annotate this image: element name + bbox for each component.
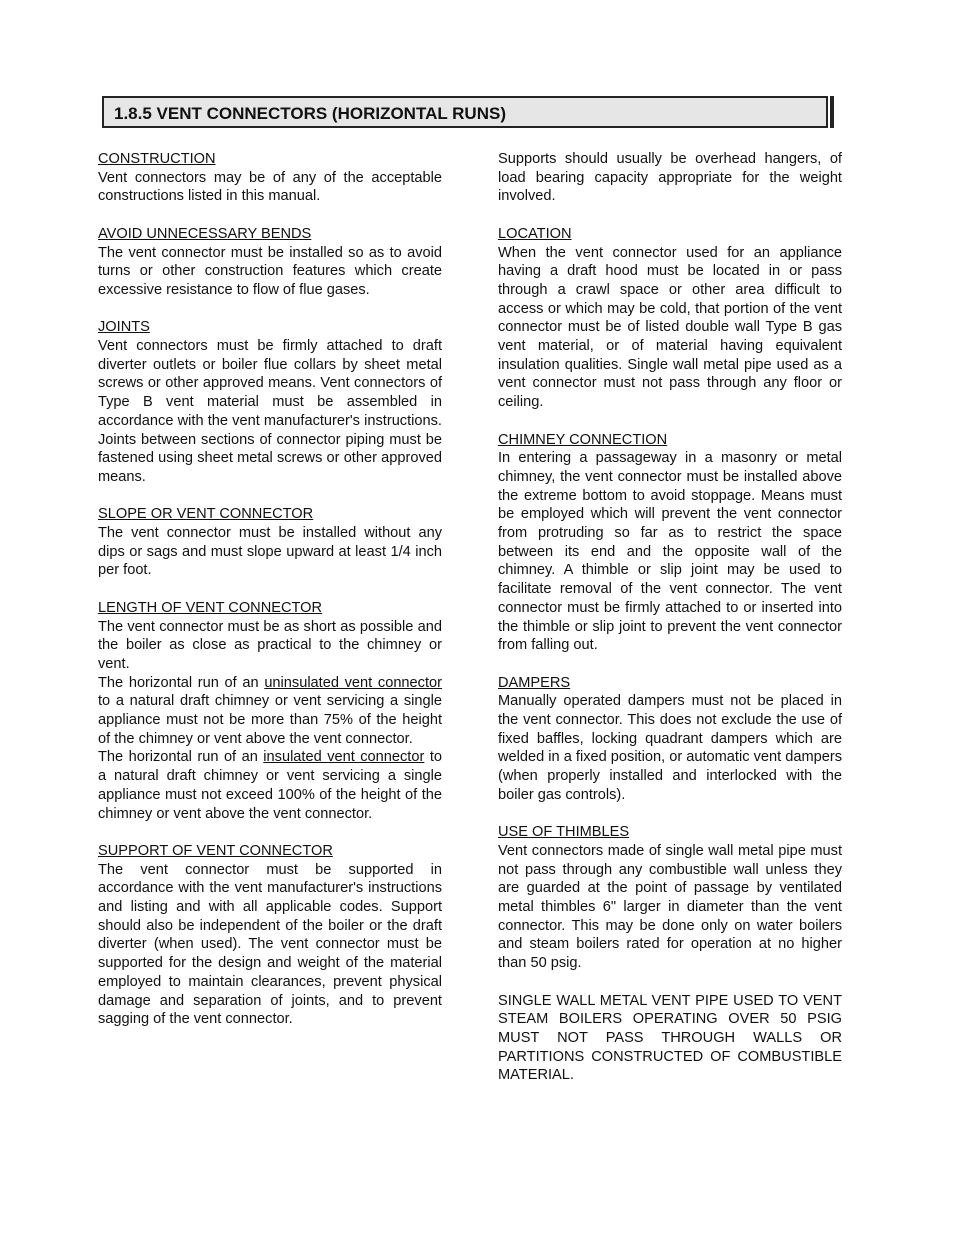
joints-heading: JOINTS — [98, 319, 150, 336]
chimney-section — [498, 431, 842, 655]
length-p3-lead: The horizontal run of an — [98, 749, 264, 766]
thimbles-body: Vent connectors made of single wall metal pipe must not pass through any combustible wall unless they are guarded at the point of passage by ventilated metal thimbles 6" larger in diameter than the vent connector. This may be done only on water boilers and steam boilers rated for operation at no higher than 50 psig. — [498, 842, 842, 972]
slope-body: The vent connector must be installed without any dips or sags and must slope upward at least 1/4 inch per foot. — [98, 525, 442, 579]
dampers-body: Manually operated dampers must not be placed in the vent connector. This does not exclude the use of fixed baffles, locking quadrant dampers which are welded in a fixed position, or automatic vent dampers (when properly installed and interlocked with the boiler gas controls). — [498, 693, 842, 803]
support-body: The vent connector must be supported in accordance with the vent manufacturer's instructions and listing and with all applicable codes. Support should also be independent of the boiler or the draft diverter (when used). The vent connector must be supported for the design and weight of the material employed to maintain clearances, prevent physical damage and separation of joints, and to prevent sagging of the vent connector. — [98, 861, 442, 1028]
slope-heading: SLOPE OR VENT CONNECTOR — [98, 506, 314, 523]
chimney-body: In entering a passageway in a masonry or metal chimney, the vent connector must be installed above the extreme bottom to avoid stoppage. Means must be employed which will prevent the vent connector from protruding so far as to restrict the space between its end and the opposite wall of the chimney. A thimble or slip joint may be used to facilitate removal of the vent connector. The vent connector must be firmly attached to or inserted into the thimble or slip joint to prevent the vent connector from falling out. — [498, 450, 842, 654]
uninsulated-term: uninsulated vent connector — [264, 674, 442, 691]
length-p2-lead: The horizontal run of an — [98, 674, 265, 691]
bends-section — [98, 225, 442, 300]
support-heading: SUPPORT OF VENT CONNECTOR — [98, 842, 333, 859]
support-section — [98, 842, 442, 1029]
supports-continuation-body: Supports should usually be overhead hangers, of load bearing capacity appropriate for the weight involved. — [498, 151, 842, 205]
construction-heading: CONSTRUCTION — [98, 151, 216, 167]
supports-continuation — [498, 150, 842, 206]
bends-body: The vent connector must be installed so as to avoid turns or other construction features which create excessive resistance to flow of flue gases. — [98, 244, 442, 298]
bends-heading: AVOID UNNECESSARY BENDS — [98, 225, 312, 242]
warning-section — [498, 992, 842, 1086]
dampers-heading: DAMPERS — [498, 674, 571, 691]
joints-section — [98, 318, 442, 486]
length-heading: LENGTH OF VENT CONNECTOR — [98, 599, 323, 616]
thimbles-heading: USE OF THIMBLES — [498, 824, 630, 841]
section-title: 1.8.5 VENT CONNECTORS (HORIZONTAL RUNS) — [114, 104, 506, 123]
left-column — [98, 150, 442, 1048]
insulated-term: insulated vent connector — [263, 749, 425, 766]
length-paragraph-2 — [98, 674, 442, 749]
length-p3-tail: to a natural draft chimney or vent servicing a single appliance must not exceed 100% of the height of the chimney or vent above the vent connector. — [98, 749, 442, 822]
location-body: When the vent connector used for an appliance having a draft hood must be located in or pass through a crawl space or other area difficult to access or which may be cold, that portion of the vent connector must be of listed double wall Type B gas vent material, or of material having equivalent insulation qualities. Single wall metal pipe used as a vent connector must not pass through any floor or ceiling. — [498, 244, 842, 411]
length-p2-tail: to a natural draft chimney or vent servicing a single appliance must not be more than 75% of the height of the chimney or vent above the vent connector. — [98, 693, 442, 747]
construction-body: Vent connectors may be of any of the acceptable constructions listed in this manual. — [98, 169, 442, 205]
slope-section — [98, 505, 442, 580]
location-heading: LOCATION — [498, 225, 572, 242]
length-paragraph-1: The vent connector must be as short as possible and the boiler as close as practical to the chimney or vent. — [98, 618, 442, 672]
location-section — [498, 225, 842, 412]
length-paragraph-3 — [98, 748, 442, 823]
construction-section — [98, 150, 442, 206]
warning-text: SINGLE WALL METAL VENT PIPE USED TO VENT STEAM BOILERS OPERATING OVER 50 PSIG MUST NOT PASS THROUGH WALLS OR PARTITIONS CONSTRUCTED OF COMBUSTIBLE MATERIAL. — [498, 992, 842, 1084]
length-section — [98, 599, 442, 823]
chimney-heading: CHIMNEY CONNECTION — [498, 431, 668, 448]
right-column — [498, 150, 842, 1104]
joints-body: Vent connectors must be firmly attached to draft diverter outlets or boiler flue collars by sheet metal screws or other approved means. Vent connectors of Type B vent material must be assembled in accordance with the vent manufacturer's instructions. Joints between sections of connector piping must be fastened using sheet metal screws or other approved means. — [98, 338, 442, 485]
dampers-section — [498, 674, 842, 805]
thimbles-section — [498, 823, 842, 973]
section-header-box — [102, 96, 828, 128]
